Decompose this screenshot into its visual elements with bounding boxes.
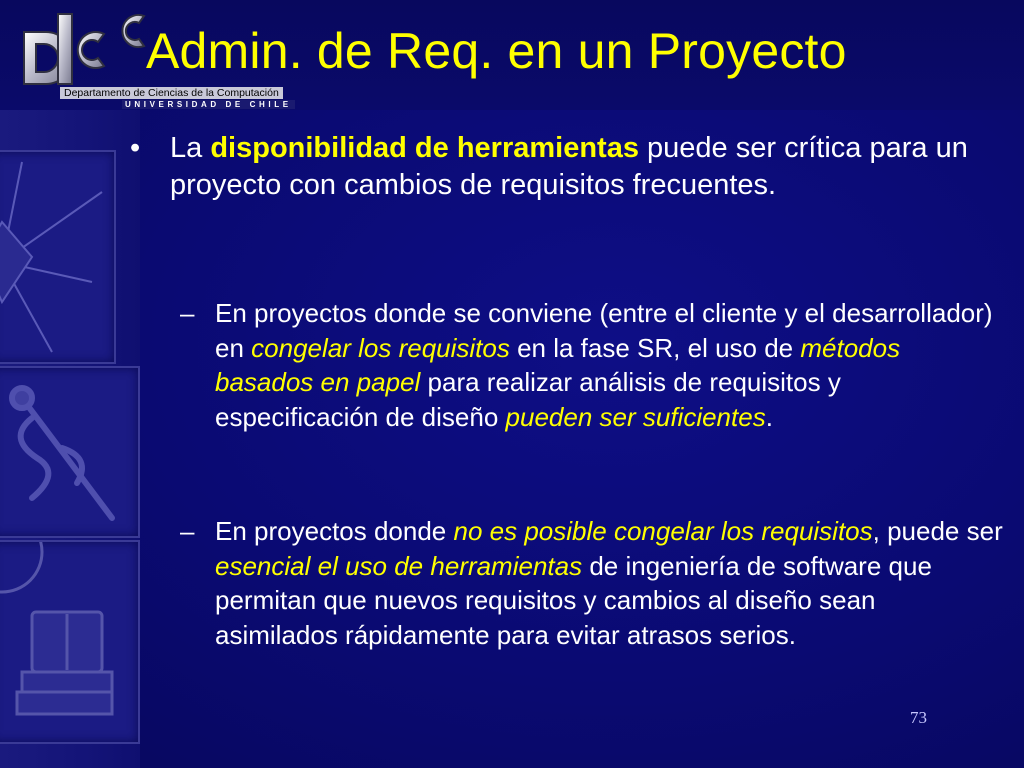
sub1-text-2: en la fase SR, el uso de [509, 332, 801, 363]
sub2-text-2: , puede ser [872, 516, 1003, 546]
sub1-text-4: . [765, 401, 773, 432]
dcc-logo-mark-icon [6, 4, 156, 94]
university-label: UNIVERSIDAD DE CHILE [122, 100, 295, 109]
sub1-text-1: En proyectos donde se conviene (entre el cliente y el desarrollador) en [215, 298, 993, 363]
department-label: Departamento de Ciencias de la Computación [60, 87, 283, 99]
sub1-highlight-1: congelar los requisitos [251, 332, 510, 363]
sub2-text-1: En proyectos donde [215, 516, 454, 546]
decorative-tile-star [0, 150, 116, 364]
sub-bullet-2-text [215, 514, 1005, 652]
bullet-marker: • [130, 132, 141, 164]
books-icon [0, 542, 138, 742]
sub1-highlight-2: métodos basados en papel [215, 332, 901, 397]
main-bullet-highlight: disponibilidad de herramientas [210, 132, 639, 164]
sub-bullet-marker: – [180, 298, 195, 328]
sub2-highlight-2: esencial el uso de herramientas [215, 550, 583, 581]
decorative-tile-caduceus [0, 366, 140, 538]
caduceus-icon [0, 368, 138, 536]
main-bullet-pre: La [170, 132, 211, 164]
page-number: 73 [910, 708, 927, 727]
slide-title: Admin. de Req. en un Proyecto [146, 23, 847, 79]
sub1-highlight-3: pueden ser suficientes [505, 401, 766, 432]
main-bullet-text [170, 130, 1010, 204]
sub-bullet-1-text [215, 296, 1005, 434]
sub2-highlight-1: no es posible congelar los requisitos [453, 516, 873, 546]
sub-bullet-marker: – [180, 516, 195, 546]
decorative-tile-books [0, 540, 140, 744]
sub1-text-3: para realizar análisis de requisitos y especificación de diseño [215, 367, 841, 432]
sub2-text-3: de ingeniería de software que permitan que nuevos requisitos y cambios al diseño sean asimilados rápidamente para evitar atrasos serios. [215, 550, 932, 650]
star-burst-icon [0, 152, 114, 362]
main-bullet-post: puede ser crítica para un proyecto con cambios de requisitos frecuentes. [170, 132, 968, 201]
